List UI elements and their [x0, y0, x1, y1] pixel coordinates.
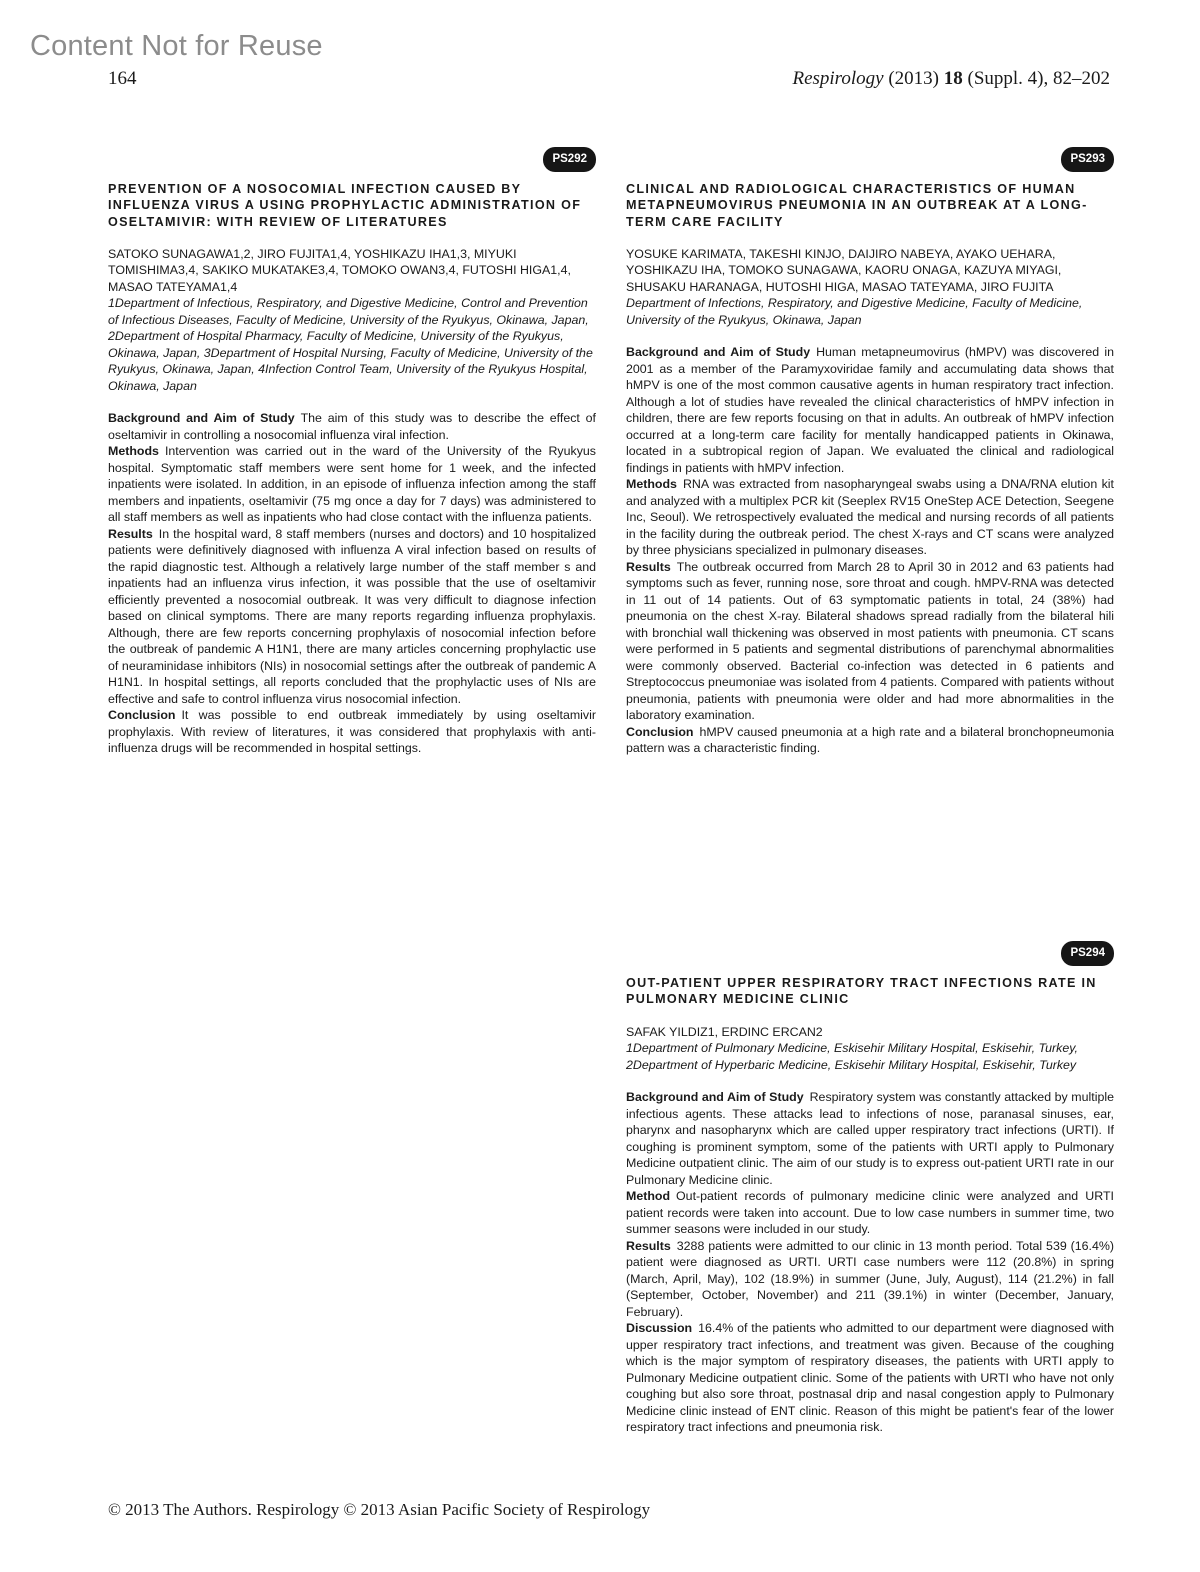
abstract-ps293	[626, 147, 1114, 757]
section-text: 16.4% of the patients who admitted to our department were diagnosed with upper respiratory tract infections, and treatment was given. Because of the coughing which is the major symptom of respiratory diseases, the patients with URTI apply to Pulmonary Medicine outpatient clinic. Some of the patients with URTI who have not only coughing but also sore throat, postnasal drip and nasal congestion apply to Pulmonary Medicine clinic instead of ENT clinic. Reason of this might be patient's fear of the lower respiratory tract infections and pneumonia risk.	[626, 1321, 1114, 1435]
abstract-body	[108, 410, 596, 757]
section-heading: Results	[626, 1238, 671, 1253]
section-text: It was possible to end outbreak immediately by using oseltamivir prophylaxis. With review of literatures, it was considered that prophylaxis with anti-influenza drugs will be recommended in hospital settings.	[108, 708, 596, 756]
watermark: Content Not for Reuse	[30, 30, 323, 62]
section-text: hMPV caused pneumonia at a high rate and a bilateral bronchopneumonia pattern was a characteristic finding.	[626, 724, 1114, 756]
section-heading: Methods	[626, 477, 677, 492]
section-text: Out-patient records of pulmonary medicine clinic were analyzed and URTI patient records were taken into account. Due to low case numbers in summer time, two summer seasons were included in our study.	[626, 1189, 1114, 1237]
author-list: SAFAK YILDIZ1, ERDINC ERCAN2	[626, 1024, 823, 1039]
section-method	[626, 1188, 1114, 1238]
section-text: In the hospital ward, 8 staff members (nurses and doctors) and 10 hospitalized patients were definitively diagnosed with influenza A viral infection based on results of the rapid diagnostic test. Although a relatively large number of the staff member s and inpatients had an influenza virus infection, it was possible that the use of oseltamivir efficiently prevented a nosocomial outbreak. It was very difficult to diagnose infection based on clinical symptoms. There are many reports regarding influenza prophylaxis. Although, there are few reports concerning prophylaxis of nosocomial infection before the outbreak of pandemic A H1N1, there are many articles concerning prophylactic use of neuraminidase inhibitors (NIs) in nosocomial settings after the outbreak of pandemic A H1N1. In hospital settings, all reports concluded that the prophylactic uses of NIs are effective and safe to control influenza virus nosocomial infection.	[108, 526, 596, 706]
section-text: Respiratory system was constantly attacked by multiple infectious agents. These attacks lead to infections of nose, paranasal sinuses, ear, pharynx and nasopharynx which are called upper respiratory tract infections (URTI). If coughing is prominent symptom, some of the patients with URTI apply to Pulmonary Medicine outpatient clinic. The aim of our study is to express out-patient URTI rate in our Pulmonary Medicine clinic.	[626, 1090, 1114, 1187]
journal-name: Respirology	[792, 68, 884, 89]
section-heading: Results	[108, 526, 153, 541]
affiliation: Department of Infections, Respiratory, and Digestive Medicine, Faculty of Medicine, University of the Ryukyus, Okinawa, Japan	[626, 296, 1083, 327]
section-heading: Conclusion	[108, 708, 176, 723]
section-results	[108, 526, 596, 708]
abstract-id-badge: PS292	[543, 147, 596, 172]
section-heading: Background and Aim of Study	[626, 345, 811, 360]
section-methods	[108, 443, 596, 526]
page-number: 164	[108, 68, 137, 89]
section-text: RNA was extracted from nasopharyngeal swabs using a DNA/RNA elution kit and analyzed with a multiplex PCR kit (Seeplex RV15 OneStep ACE Detection, Seegene Inc, Seoul). We retrospectively evaluated the medical and nursing records of all patients in the facility during the outbreak period. The chest X-rays and CT scans were analyzed by three physicians specialized in pulmonary diseases.	[626, 477, 1114, 558]
copyright-footer: © 2013 The Authors. Respirology © 2013 Asian Pacific Society of Respirology	[108, 1500, 651, 1519]
section-results	[626, 1238, 1114, 1321]
section-heading: Background and Aim of Study	[626, 1090, 804, 1105]
affiliation: 1Department of Infectious, Respiratory, and Digestive Medicine, Control and Prevention of Infectious Diseases, Faculty of Medicine, University of the Ryukyus, Okinawa, Japan, 2Department of Hospital Pharmacy, Faculty of Medicine, University of the Ryukyus, Okinawa, Japan, 3Department of Hospital Nursing, Faculty of Medicine, University of the Ryukyus, Okinawa, Japan, 4Infection Control Team, University of the Ryukyus Hospital, Okinawa, Japan	[108, 296, 593, 393]
section-background	[108, 410, 596, 443]
abstract-id-badge: PS294	[1061, 941, 1114, 966]
author-list: YOSUKE KARIMATA, TAKESHI KINJO, DAIJIRO NABEYA, AYAKO UEHARA, YOSHIKAZU IHA, TOMOKO SUNAGAWA, KAORU ONAGA, KAZUYA MIYAGI, SHUSAKU HARANAGA, HUTOSHI HIGA, MASAO TATEYAMA, JIRO FUJITA	[626, 246, 1062, 294]
section-methods	[626, 476, 1114, 559]
section-heading: Methods	[108, 444, 159, 459]
abstract-ps292	[108, 147, 596, 757]
section-text: The outbreak occurred from March 28 to April 30 in 2012 and 63 patients had symptoms such as fever, running nose, sore throat and cough. hMPV-RNA was detected in 11 out of 14 patients. Out of 63 symptomatic patients in total, 24 (38%) had pneumonia on the chest X-ray. Bilateral shadows spread radially from the bilateral hili with bronchial wall thickening was observed in most patients with pneumonia. CT scans were performed in 5 patients and segmental distributions of parenchymal abnormalities were commonly observed. Bacterial co-infection was detected in 6 patients and Streptococcus pneumoniae was isolated from 4 patients. Compared with patients without pneumonia, patients with pneumonia were older and had more abnormalities in the laboratory examination.	[626, 559, 1114, 723]
section-conclusion	[626, 724, 1114, 757]
abstract-title: OUT-PATIENT UPPER RESPIRATORY TRACT INFECTIONS RATE IN PULMONARY MEDICINE CLINIC	[626, 976, 1097, 1007]
journal-header	[792, 68, 1110, 90]
abstract-title: PREVENTION OF A NOSOCOMIAL INFECTION CAUSED BY INFLUENZA VIRUS A USING PROPHYLACTIC ADMINISTRATION OF OSELTAMIVIR: WITH REVIEW OF LITERATURES	[108, 182, 582, 229]
abstract-title: CLINICAL AND RADIOLOGICAL CHARACTERISTICS OF HUMAN METAPNEUMOVIRUS PNEUMONIA IN AN OUTBREAK AT A LONG-TERM CARE FACILITY	[626, 182, 1088, 229]
affiliation: 1Department of Pulmonary Medicine, Eskisehir Military Hospital, Eskisehir, Turkey, 2Department of Hyperbaric Medicine, Eskisehir Military Hospital, Eskisehir, Turkey	[626, 1041, 1078, 1072]
section-heading: Results	[626, 559, 671, 574]
section-discussion	[626, 1320, 1114, 1436]
journal-volume: 18	[943, 68, 963, 89]
section-heading: Background and Aim of Study	[108, 411, 295, 426]
section-heading: Method	[626, 1189, 671, 1204]
section-background	[626, 344, 1114, 476]
section-text: The aim of this study was to describe the effect of oseltamivir in controlling a nosocomial influenza viral infection.	[108, 411, 596, 442]
abstract-ps294	[626, 941, 1114, 1436]
section-heading: Conclusion	[626, 724, 694, 739]
author-list: SATOKO SUNAGAWA1,2, JIRO FUJITA1,4, YOSHIKAZU IHA1,3, MIYUKI TOMISHIMA3,4, SAKIKO MUKATAKE3,4, TOMOKO OWAN3,4, FUTOSHI HIGA1,4, MASAO TATEYAMA1,4	[108, 246, 571, 294]
abstract-body	[626, 344, 1114, 757]
section-text: Human metapneumovirus (hMPV) was discovered in 2001 as a member of the Paramyxoviridae family and accumulating data shows that hMPV is one of the most common causative agents in human respiratory tract infection. Although a lot of studies have revealed the clinical characteristics of hMPV infection in children, there are few reports focusing on that in adults. An outbreak of hMPV infection occurred at a long-term care facility for mentally handicapped patients in Okinawa, located in a subtropical region of Japan. We evaluated the clinical and radiological findings in patients with hMPV infection.	[626, 345, 1114, 475]
section-text: Intervention was carried out in the ward of the University of the Ryukyus hospital. Symptomatic staff members were sent home for 1 week, and the infected inpatients were isolated. In addition, in an episode of influenza infection among the staff members and inpatients, oseltamivir (75 mg once a day for 7 days) was administered to all staff members as well as inpatients who had close contact with the influenza patients.	[108, 444, 596, 525]
section-conclusion	[108, 707, 596, 757]
abstract-id-badge: PS293	[1061, 147, 1114, 172]
section-heading: Discussion	[626, 1321, 693, 1336]
journal-year: (2013)	[888, 68, 939, 89]
section-background	[626, 1089, 1114, 1188]
section-results	[626, 559, 1114, 724]
section-text: 3288 patients were admitted to our clinic in 13 month period. Total 539 (16.4%) patient were diagnosed as URTI. URTI case numbers were 112 (20.8%) in spring (March, April, May), 102 (18.9%) in summer (June, July, August), 114 (21.2%) in fall (September, October, November) and 211 (39.1%) in winter (December, January, February).	[626, 1238, 1114, 1319]
journal-issue: (Suppl. 4), 82–202	[967, 68, 1110, 89]
abstract-body	[626, 1089, 1114, 1436]
